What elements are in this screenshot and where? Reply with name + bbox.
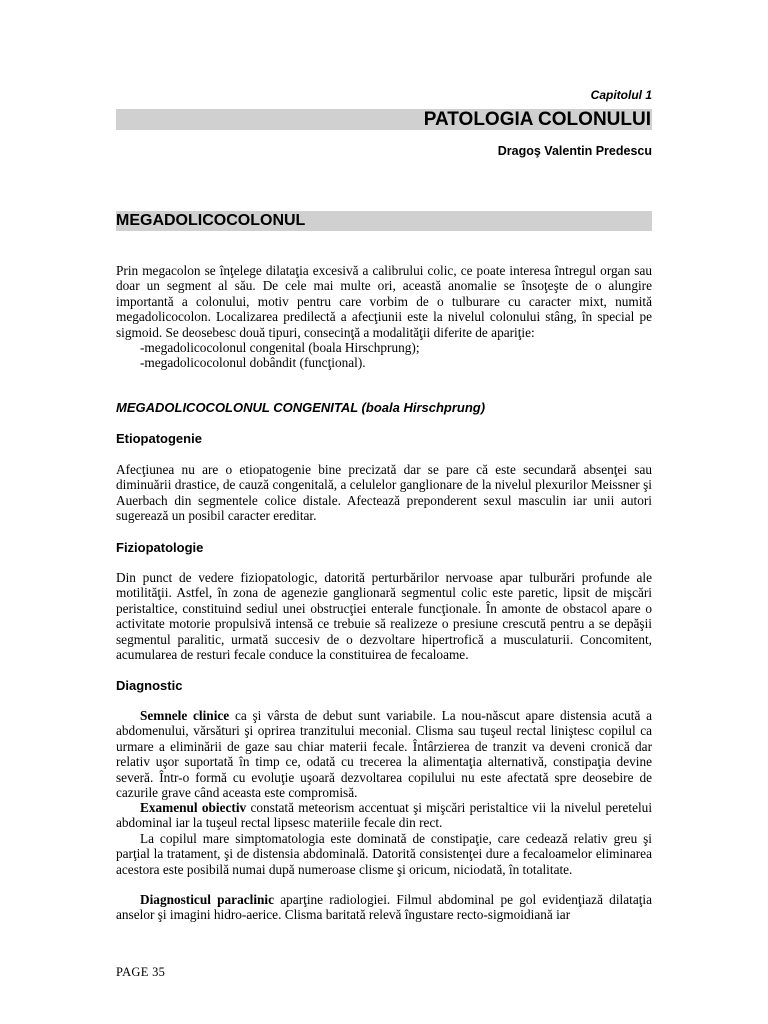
type-acquired: -megadolicocolonul dobândit (funcţional). xyxy=(140,355,366,370)
paraclinical-label: Diagnosticul paraclinic xyxy=(140,892,275,907)
exam-text: constată meteorism accentuat şi mişcări peristaltice vii la nivelul peretelui abdominal iar la tuşeul rectal lipsesc materiile fecale din rect. xyxy=(116,800,653,831)
fiziopatologie-heading: Fiziopatologie xyxy=(116,540,204,555)
type-congenital: -megadolicocolonul congenital (boala Hirschprung); xyxy=(140,340,420,355)
etiopatogenie-text: Afecţiunea nu are o etiopatogenie bine precizată dar se pare că este secundară absenţei sau diminuării drastice, de cauză congenitală, a celulelor ganglionare de la nivelul plexurilor Meissner şi Auerbach din segmentele colice distale. Afectează preponderent sexul masculin iar unii autori sugerează un posibil caracter ereditar. xyxy=(116,462,652,524)
congenital-heading: MEGADOLICOCOLONUL CONGENITAL (boala Hirschprung) xyxy=(116,400,486,415)
intro-paragraph: Prin megacolon se înţelege dilataţia excesivă a calibrului colic, ce poate interesa întregul organ sau doar un segment al său. De cele mai multe ori, această anomalie se însoţeşte de o alungire importantă a colonului, motiv pentru care vorbim de o tulburare cu caracter mixt, numită megadolicocolon. Localizarea predilectă a afecţiunii este la nivelul colonului stâng, în special pe sigmoid. Se deosebesc două tipuri, consecinţă a modalităţii diferite de apariţie: xyxy=(116,263,652,340)
exam-label: Examenul obiectiv xyxy=(140,800,247,815)
paraclinical-text: aparţine radiologiei. Filmul abdominal pe gol evidenţiază dilataţia anselor şi imagini hidro-aerice. Clisma baritată relevă îngustare recto-sigmoidiană iar xyxy=(116,892,653,923)
title-bar xyxy=(116,109,652,130)
section-bar xyxy=(116,211,652,231)
section-title: MEGADOLICOCOLONUL xyxy=(116,212,306,229)
chapter-title: PATOLOGIA COLONULUI xyxy=(423,109,651,130)
paraclinical-paragraph xyxy=(116,892,652,923)
older-child-paragraph: La copilul mare simptomatologia este dominată de constipaţie, care cedează relativ greu şi parţial la tratament, şi de distensia abdominală. Datorită consistenţei dure a fecaloamelor eliminarea acestora este posibilă numai după numeroase clisme şi oricum, niciodată, în totalitate. xyxy=(116,831,652,877)
author-name: Dragoş Valentin Predescu xyxy=(497,144,652,158)
etiopatogenie-heading: Etiopatogenie xyxy=(116,431,202,446)
diagnostic-heading: Diagnostic xyxy=(116,678,183,693)
page-number: PAGE 35 xyxy=(116,965,166,979)
clinical-signs-paragraph xyxy=(116,708,652,800)
exam-paragraph xyxy=(116,800,652,831)
clinical-signs-label: Semnele clinice xyxy=(140,708,230,723)
clinical-signs-text: ca şi vârsta de debut sunt variabile. La nou-născut apare distensia acută a abdomenului, vărsături şi oprirea tranzitului meconial. Clisma sau tuşeul rectal liniştesc copilul ca urmare a eliminării de gaze sau chiar materii fecale. Întârzierea de tranzit va deveni cronică dar relativ uşor suportată în timp ce, odată cu trecerea la alimentaţia alternativă, constipaţia devine severă. Într-o formă cu evoluţie uşoară dezvoltarea copilului nu este afectată spre deosebire de cazurile grave când aceasta este compromisă. xyxy=(116,708,652,801)
chapter-label: Capitolul 1 xyxy=(590,88,652,102)
fiziopatologie-text: Din punct de vedere fiziopatologic, datorită perturbărilor nervoase apar tulburări profunde ale motilităţii. Astfel, în zona de agenezie ganglionară segmentul colic este paretic, lipsit de mişcări peristaltice, constituind sediul unei obstrucţiei enterale funcţionale. În amonte de obstacol apare o activitate motorie propulsivă intensă ce trebuie să realizeze o presiune crescută pentru a se depăşii segmentul paralitic, urmată succesiv de o dezvoltare hipertrofică a musculaturii. Concomitent, acumularea de resturi fecale conduce la constituirea de fecaloame. xyxy=(116,570,652,663)
